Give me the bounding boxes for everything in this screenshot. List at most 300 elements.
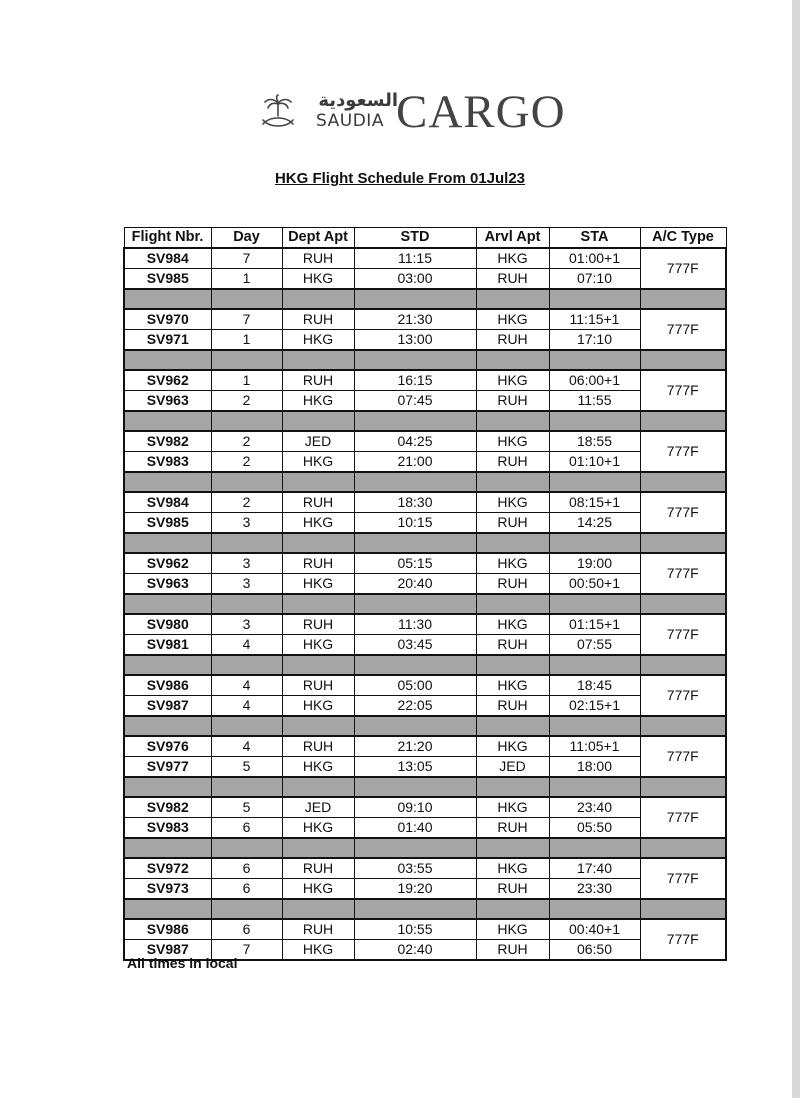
std-cell: 21:20: [354, 736, 476, 757]
dept-apt-cell: HKG: [282, 879, 354, 900]
sta-cell: 08:15+1: [549, 492, 640, 513]
flight-number-cell: SV980: [124, 614, 211, 635]
separator-cell: [211, 594, 282, 614]
std-cell: 22:05: [354, 696, 476, 717]
day-cell: 7: [211, 940, 282, 961]
flight-number-cell: SV982: [124, 431, 211, 452]
dept-apt-cell: HKG: [282, 818, 354, 839]
separator-cell: [476, 289, 549, 309]
separator-cell: [124, 350, 211, 370]
std-cell: 07:45: [354, 391, 476, 412]
sta-cell: 07:10: [549, 269, 640, 290]
table-row: [124, 635, 726, 656]
header-arvl-apt: Arvl Apt: [476, 228, 549, 249]
day-cell: 5: [211, 797, 282, 818]
flight-number-cell: SV987: [124, 696, 211, 717]
separator-cell: [211, 472, 282, 492]
sta-cell: 18:55: [549, 431, 640, 452]
day-cell: 2: [211, 391, 282, 412]
saudia-cargo-logo: [258, 88, 568, 136]
dept-apt-cell: HKG: [282, 269, 354, 290]
separator-cell: [211, 777, 282, 797]
separator-cell: [282, 777, 354, 797]
std-cell: 04:25: [354, 431, 476, 452]
dept-apt-cell: RUH: [282, 553, 354, 574]
separator-cell: [354, 838, 476, 858]
std-cell: 05:00: [354, 675, 476, 696]
ac-type-cell: 777F: [640, 492, 726, 533]
std-cell: 13:05: [354, 757, 476, 778]
day-cell: 4: [211, 635, 282, 656]
std-cell: 05:15: [354, 553, 476, 574]
separator-cell: [476, 350, 549, 370]
sta-cell: 11:55: [549, 391, 640, 412]
dept-apt-cell: RUH: [282, 919, 354, 940]
separator-cell: [549, 411, 640, 431]
arvl-apt-cell: HKG: [476, 797, 549, 818]
std-cell: 11:15: [354, 248, 476, 269]
separator-cell: [549, 533, 640, 553]
sta-cell: 14:25: [549, 513, 640, 534]
separator-group: [124, 350, 726, 370]
header-sta: STA: [549, 228, 640, 249]
separator-cell: [282, 899, 354, 919]
separator-cell: [282, 533, 354, 553]
separator-cell: [282, 655, 354, 675]
table-row: [124, 330, 726, 351]
separator-cell: [354, 655, 476, 675]
separator-cell: [640, 655, 726, 675]
arvl-apt-cell: RUH: [476, 269, 549, 290]
std-cell: 20:40: [354, 574, 476, 595]
separator-cell: [640, 777, 726, 797]
separator-cell: [549, 289, 640, 309]
separator-cell: [211, 411, 282, 431]
dept-apt-cell: RUH: [282, 248, 354, 269]
table-row: [124, 370, 726, 391]
std-cell: 13:00: [354, 330, 476, 351]
arvl-apt-cell: HKG: [476, 736, 549, 757]
separator-cell: [640, 533, 726, 553]
separator-cell: [282, 472, 354, 492]
flight-number-cell: SV963: [124, 574, 211, 595]
table-row: [124, 736, 726, 757]
separator-row: [124, 594, 726, 614]
table-row: [124, 879, 726, 900]
table-row: [124, 248, 726, 269]
arvl-apt-cell: HKG: [476, 492, 549, 513]
separator-cell: [476, 838, 549, 858]
std-cell: 09:10: [354, 797, 476, 818]
separator-cell: [354, 289, 476, 309]
arvl-apt-cell: HKG: [476, 309, 549, 330]
table-row: [124, 431, 726, 452]
ac-type-cell: 777F: [640, 248, 726, 289]
arvl-apt-cell: HKG: [476, 858, 549, 879]
ac-type-cell: 777F: [640, 858, 726, 899]
arvl-apt-cell: JED: [476, 757, 549, 778]
flight-number-cell: SV983: [124, 818, 211, 839]
separator-cell: [476, 594, 549, 614]
table-row: [124, 309, 726, 330]
separator-group: [124, 533, 726, 553]
arvl-apt-cell: RUH: [476, 818, 549, 839]
dept-apt-cell: HKG: [282, 940, 354, 961]
table-row: [124, 818, 726, 839]
sta-cell: 06:50: [549, 940, 640, 961]
separator-cell: [211, 838, 282, 858]
day-cell: 2: [211, 452, 282, 473]
separator-cell: [124, 655, 211, 675]
arvl-apt-cell: RUH: [476, 452, 549, 473]
header-dept-apt: Dept Apt: [282, 228, 354, 249]
day-cell: 6: [211, 818, 282, 839]
separator-cell: [211, 350, 282, 370]
day-cell: 4: [211, 696, 282, 717]
separator-cell: [549, 472, 640, 492]
dept-apt-cell: HKG: [282, 635, 354, 656]
separator-row: [124, 350, 726, 370]
sta-cell: 00:50+1: [549, 574, 640, 595]
dept-apt-cell: JED: [282, 797, 354, 818]
std-cell: 18:30: [354, 492, 476, 513]
separator-cell: [354, 472, 476, 492]
arvl-apt-cell: RUH: [476, 696, 549, 717]
separator-cell: [476, 777, 549, 797]
day-cell: 1: [211, 330, 282, 351]
std-cell: 03:45: [354, 635, 476, 656]
table-row: [124, 553, 726, 574]
separator-group: [124, 777, 726, 797]
ac-type-cell: 777F: [640, 309, 726, 350]
separator-cell: [549, 716, 640, 736]
footnote: All times in local: [127, 955, 238, 971]
sta-cell: 07:55: [549, 635, 640, 656]
separator-row: [124, 533, 726, 553]
separator-group: [124, 899, 726, 919]
separator-cell: [549, 350, 640, 370]
sta-cell: 01:15+1: [549, 614, 640, 635]
table-row: [124, 919, 726, 940]
day-cell: 5: [211, 757, 282, 778]
flight-pair-group: [124, 614, 726, 655]
table-row: [124, 452, 726, 473]
arvl-apt-cell: RUH: [476, 513, 549, 534]
separator-cell: [640, 899, 726, 919]
flight-number-cell: SV970: [124, 309, 211, 330]
flight-number-cell: SV986: [124, 675, 211, 696]
ac-type-cell: 777F: [640, 919, 726, 960]
table-row: [124, 391, 726, 412]
arvl-apt-cell: RUH: [476, 635, 549, 656]
separator-cell: [124, 289, 211, 309]
flight-number-cell: SV982: [124, 797, 211, 818]
day-cell: 3: [211, 513, 282, 534]
arvl-apt-cell: HKG: [476, 675, 549, 696]
day-cell: 4: [211, 675, 282, 696]
separator-cell: [640, 594, 726, 614]
flight-number-cell: SV985: [124, 269, 211, 290]
separator-cell: [124, 533, 211, 553]
flight-pair-group: [124, 431, 726, 472]
sta-cell: 01:10+1: [549, 452, 640, 473]
sta-cell: 11:05+1: [549, 736, 640, 757]
header-flight-nbr: Flight Nbr.: [124, 228, 211, 249]
std-cell: 11:30: [354, 614, 476, 635]
ac-type-cell: 777F: [640, 797, 726, 838]
separator-cell: [354, 899, 476, 919]
separator-cell: [282, 289, 354, 309]
separator-cell: [124, 411, 211, 431]
separator-cell: [282, 411, 354, 431]
ac-type-cell: 777F: [640, 614, 726, 655]
flight-schedule-table: [123, 227, 727, 961]
sta-cell: 17:40: [549, 858, 640, 879]
separator-group: [124, 594, 726, 614]
arvl-apt-cell: HKG: [476, 553, 549, 574]
separator-cell: [124, 472, 211, 492]
separator-cell: [124, 777, 211, 797]
sta-cell: 02:15+1: [549, 696, 640, 717]
day-cell: 2: [211, 431, 282, 452]
separator-cell: [549, 655, 640, 675]
dept-apt-cell: HKG: [282, 452, 354, 473]
flight-pair-group: [124, 675, 726, 716]
separator-group: [124, 838, 726, 858]
table-row: [124, 492, 726, 513]
separator-row: [124, 716, 726, 736]
flight-number-cell: SV984: [124, 492, 211, 513]
table-row: [124, 797, 726, 818]
sta-cell: 05:50: [549, 818, 640, 839]
flight-number-cell: SV972: [124, 858, 211, 879]
day-cell: 1: [211, 370, 282, 391]
separator-row: [124, 411, 726, 431]
ac-type-cell: 777F: [640, 370, 726, 411]
separator-cell: [640, 716, 726, 736]
flight-number-cell: SV981: [124, 635, 211, 656]
day-cell: 3: [211, 614, 282, 635]
table-row: [124, 614, 726, 635]
day-cell: 2: [211, 492, 282, 513]
dept-apt-cell: HKG: [282, 330, 354, 351]
separator-cell: [476, 899, 549, 919]
flight-number-cell: SV976: [124, 736, 211, 757]
table-row: [124, 513, 726, 534]
arvl-apt-cell: RUH: [476, 574, 549, 595]
std-cell: 16:15: [354, 370, 476, 391]
flight-number-cell: SV973: [124, 879, 211, 900]
arvl-apt-cell: RUH: [476, 391, 549, 412]
sta-cell: 19:00: [549, 553, 640, 574]
day-cell: 3: [211, 574, 282, 595]
flight-pair-group: [124, 553, 726, 594]
separator-group: [124, 472, 726, 492]
flight-number-cell: SV962: [124, 553, 211, 574]
separator-cell: [211, 899, 282, 919]
arvl-apt-cell: RUH: [476, 330, 549, 351]
separator-group: [124, 411, 726, 431]
dept-apt-cell: RUH: [282, 675, 354, 696]
separator-cell: [354, 777, 476, 797]
dept-apt-cell: RUH: [282, 614, 354, 635]
separator-row: [124, 899, 726, 919]
dept-apt-cell: RUH: [282, 492, 354, 513]
std-cell: 10:55: [354, 919, 476, 940]
flight-pair-group: [124, 248, 726, 289]
separator-cell: [124, 716, 211, 736]
dept-apt-cell: RUH: [282, 309, 354, 330]
separator-cell: [354, 411, 476, 431]
ac-type-cell: 777F: [640, 736, 726, 777]
std-cell: 03:55: [354, 858, 476, 879]
separator-cell: [211, 716, 282, 736]
day-cell: 7: [211, 248, 282, 269]
separator-cell: [211, 533, 282, 553]
flight-number-cell: SV986: [124, 919, 211, 940]
dept-apt-cell: RUH: [282, 370, 354, 391]
separator-cell: [549, 838, 640, 858]
sta-cell: 23:40: [549, 797, 640, 818]
sta-cell: 23:30: [549, 879, 640, 900]
sta-cell: 18:00: [549, 757, 640, 778]
separator-cell: [549, 594, 640, 614]
arvl-apt-cell: RUH: [476, 940, 549, 961]
std-cell: 01:40: [354, 818, 476, 839]
logo-cargo-text: CARGO: [396, 86, 566, 138]
schedule-title: HKG Flight Schedule From 01Jul23: [274, 170, 526, 187]
std-cell: 21:30: [354, 309, 476, 330]
separator-cell: [640, 472, 726, 492]
arvl-apt-cell: HKG: [476, 431, 549, 452]
separator-cell: [124, 594, 211, 614]
separator-cell: [476, 411, 549, 431]
sta-cell: 06:00+1: [549, 370, 640, 391]
std-cell: 03:00: [354, 269, 476, 290]
table-row: [124, 574, 726, 595]
table-row: [124, 858, 726, 879]
flight-pair-group: [124, 797, 726, 838]
flight-number-cell: SV962: [124, 370, 211, 391]
dept-apt-cell: RUH: [282, 858, 354, 879]
separator-cell: [476, 533, 549, 553]
flight-pair-group: [124, 736, 726, 777]
separator-cell: [282, 716, 354, 736]
day-cell: 1: [211, 269, 282, 290]
ac-type-cell: 777F: [640, 675, 726, 716]
day-cell: 3: [211, 553, 282, 574]
header-ac-type: A/C Type: [640, 228, 726, 249]
arvl-apt-cell: HKG: [476, 614, 549, 635]
separator-cell: [640, 289, 726, 309]
dept-apt-cell: RUH: [282, 736, 354, 757]
sta-cell: 01:00+1: [549, 248, 640, 269]
flight-pair-group: [124, 370, 726, 411]
sta-cell: 00:40+1: [549, 919, 640, 940]
separator-cell: [476, 716, 549, 736]
separator-cell: [354, 350, 476, 370]
dept-apt-cell: HKG: [282, 391, 354, 412]
palm-swords-emblem-icon: [258, 94, 298, 130]
flight-number-cell: SV971: [124, 330, 211, 351]
separator-cell: [640, 350, 726, 370]
table-row: [124, 269, 726, 290]
flight-number-cell: SV963: [124, 391, 211, 412]
separator-row: [124, 655, 726, 675]
std-cell: 10:15: [354, 513, 476, 534]
dept-apt-cell: JED: [282, 431, 354, 452]
separator-row: [124, 472, 726, 492]
flight-number-cell: SV984: [124, 248, 211, 269]
separator-cell: [282, 350, 354, 370]
separator-cell: [124, 838, 211, 858]
flight-pair-group: [124, 858, 726, 899]
logo-arabic-text: السعودية: [318, 90, 398, 111]
separator-row: [124, 777, 726, 797]
separator-cell: [549, 899, 640, 919]
separator-cell: [549, 777, 640, 797]
separator-cell: [354, 594, 476, 614]
dept-apt-cell: HKG: [282, 696, 354, 717]
separator-group: [124, 655, 726, 675]
header-std: STD: [354, 228, 476, 249]
separator-cell: [640, 411, 726, 431]
separator-cell: [211, 655, 282, 675]
flight-number-cell: SV983: [124, 452, 211, 473]
separator-group: [124, 716, 726, 736]
header-row: [124, 228, 726, 249]
sta-cell: 11:15+1: [549, 309, 640, 330]
separator-cell: [476, 472, 549, 492]
flight-pair-group: [124, 919, 726, 960]
table-row: [124, 696, 726, 717]
separator-cell: [354, 716, 476, 736]
arvl-apt-cell: HKG: [476, 370, 549, 391]
separator-group: [124, 289, 726, 309]
dept-apt-cell: HKG: [282, 757, 354, 778]
separator-cell: [282, 594, 354, 614]
flight-pair-group: [124, 492, 726, 533]
table-row: [124, 675, 726, 696]
separator-cell: [124, 899, 211, 919]
separator-cell: [354, 533, 476, 553]
separator-cell: [640, 838, 726, 858]
ac-type-cell: 777F: [640, 431, 726, 472]
arvl-apt-cell: HKG: [476, 919, 549, 940]
day-cell: 6: [211, 919, 282, 940]
separator-cell: [476, 655, 549, 675]
sta-cell: 18:45: [549, 675, 640, 696]
flight-number-cell: SV985: [124, 513, 211, 534]
separator-row: [124, 289, 726, 309]
table-row: [124, 757, 726, 778]
flight-pair-group: [124, 309, 726, 350]
arvl-apt-cell: RUH: [476, 879, 549, 900]
sta-cell: 17:10: [549, 330, 640, 351]
ac-type-cell: 777F: [640, 553, 726, 594]
dept-apt-cell: HKG: [282, 513, 354, 534]
header-day: Day: [211, 228, 282, 249]
logo-saudia-text: SAUDIA: [316, 111, 384, 131]
day-cell: 7: [211, 309, 282, 330]
day-cell: 6: [211, 879, 282, 900]
page-edge: [792, 0, 800, 1098]
std-cell: 02:40: [354, 940, 476, 961]
day-cell: 4: [211, 736, 282, 757]
day-cell: 6: [211, 858, 282, 879]
std-cell: 21:00: [354, 452, 476, 473]
separator-cell: [211, 289, 282, 309]
